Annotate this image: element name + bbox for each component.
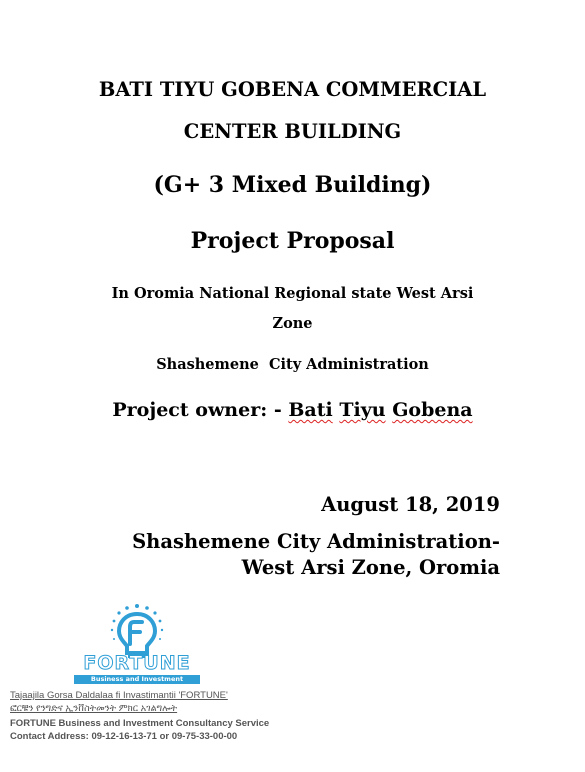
title-line-1: BATI TIYU GOBENA COMMERCIAL — [98, 78, 487, 101]
footer-contact: Contact Address: 09-12-16-13-71 or 09-75-33-00-00 — [10, 731, 238, 742]
owner-name-middle: Tiyu — [339, 399, 386, 421]
location-line-1: In Oromia National Regional state West Arsi — [111, 285, 474, 302]
project-owner — [0, 399, 585, 421]
location-line-2: Zone — [272, 315, 313, 332]
owner-label: Project owner: - — [112, 399, 282, 421]
title-line-2: CENTER BUILDING — [183, 120, 402, 143]
owner-name-last: Gobena — [392, 399, 473, 421]
logo-brand-name: FORTUNE — [83, 652, 191, 674]
place-line-2: West Arsi Zone, Oromia — [241, 556, 500, 579]
footer-line-english: FORTUNE Business and Investment Consultancy Service — [10, 718, 270, 729]
place-line-1: Shashemene City Administration- — [132, 530, 500, 553]
fortune-logo — [70, 600, 204, 692]
city-administration: Shashemene City Administration — [156, 356, 429, 373]
logo-tagline: Business and Investment Consultancy — [74, 675, 200, 684]
document-type: Project Proposal — [190, 228, 395, 254]
footer-line-amharic: ፎርቹን የንግድና ኢንቨስትመንት ምክር አገልግሎት — [10, 703, 178, 714]
owner-name-first: Bati — [288, 399, 333, 421]
proposal-date: August 18, 2019 — [321, 493, 500, 516]
subtitle: (G+ 3 Mixed Building) — [153, 172, 432, 198]
footer-line-oromo: Tajaajila Gorsa Daldalaa fi Invastimantii 'FORTUNE' — [10, 690, 228, 701]
